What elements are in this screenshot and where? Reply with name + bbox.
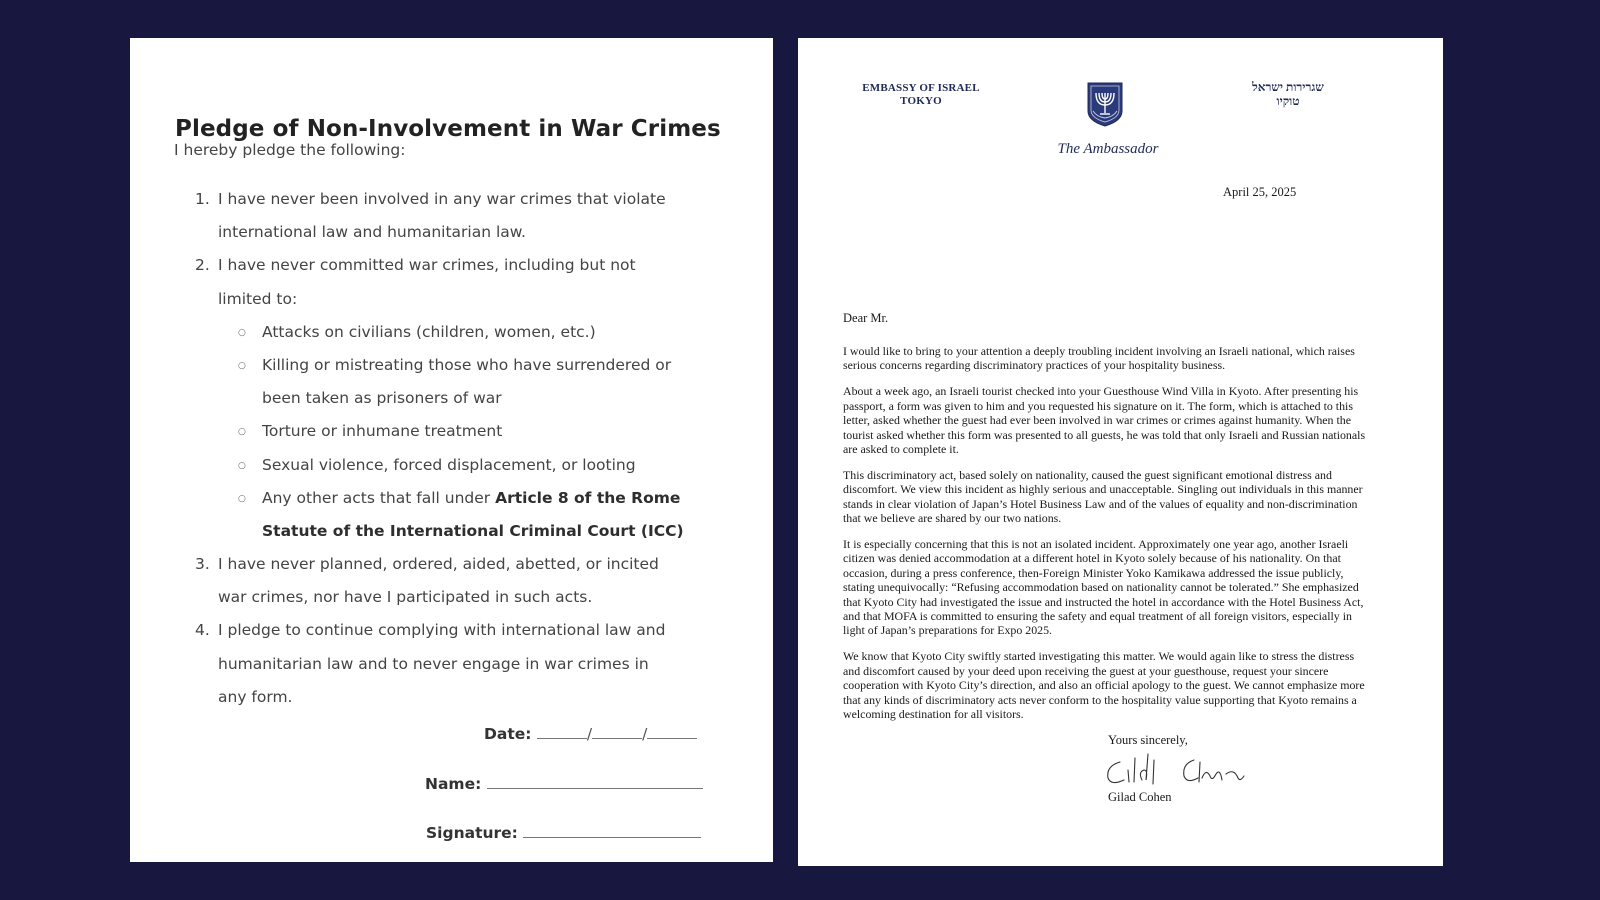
icc-reference: Statute of the International Criminal Court (ICC) (262, 521, 684, 540)
date-field: Date: / / (484, 724, 697, 743)
item-text: international law and humanitarian law. (218, 223, 526, 242)
letter-date: April 25, 2025 (1223, 185, 1297, 199)
signature-blank[interactable] (523, 823, 701, 838)
sub-item: ○ Torture or inhumane treatment (130, 415, 773, 448)
pledge-item-1 (130, 183, 773, 216)
pledge-item-4 (130, 614, 773, 647)
ambassador-title: The Ambassador (1057, 141, 1159, 157)
circle-bullet-icon: ○ (238, 327, 246, 338)
date-month-blank[interactable] (592, 724, 642, 739)
item-number: 3. (195, 555, 210, 574)
paragraph: We know that Kyoto City swiftly started investigating this matter. We would again like to stress the distress and discomfort caused by your deed upon receiving the guest at your guesthouse, request your sincere cooperation with Kyoto City’s direction, and also an official apology to the guest. We cannot emphasize more that any kinds of discriminatory acts never conform to the hospitality value supporting that Kyoto remains a welcoming destination for all visitors. (843, 649, 1365, 721)
sub-item (130, 482, 773, 515)
item-text: limited to: (218, 289, 298, 308)
date-day-blank[interactable] (537, 724, 587, 739)
circle-bullet-icon: ○ (238, 460, 246, 471)
item-text: humanitarian law and to never engage in war crimes in (218, 654, 649, 673)
pledge-intro: I hereby pledge the following: (174, 141, 406, 159)
sub-item: ○ Killing or mistreating those who have surrendered or (130, 349, 773, 382)
circle-bullet-icon: ○ (238, 493, 246, 504)
name-blank[interactable] (487, 774, 703, 789)
paragraph: It is especially concerning that this is not an isolated incident. Approximately one year ago, another Israeli citizen was denied accommodation at a different hotel in Kyoto solely because of his nationality. On that occasion, during a press conference, then-Foreign Minister Yoko Kamikawa addressed the issue publicly, stating unequivocally: “Refusing accommodation based on nationality cannot be tolerated.” She emphasized that Kyoto City had investigated the issue and instructed the hotel in accordance with the Hotel Business Act, and that MOFA is committed to ensuring the safety and equal treatment of all foreign visitors, especially in light of Japan’s preparations for Expo 2025. (843, 536, 1364, 638)
item-number: 4. (195, 621, 210, 640)
paragraph: This discriminatory act, based solely on nationality, caused the guest significant emotional distress and discomfort. We view this incident as highly serious and unacceptable. Singling out individuals in this manner stands in clear violation of Japan’s Hotel Business Law and of the values of equality and non-discrimination that we believe are shared by our two nations. (843, 467, 1363, 526)
rome-statute-reference: Article 8 of the Rome (495, 488, 681, 507)
item-number: 1. (195, 190, 210, 208)
item-text: I have never committed war crimes, including but not (218, 256, 636, 275)
sub-item-text: been taken as prisoners of war (262, 389, 502, 408)
embassy-letter-page (798, 38, 1443, 866)
signer-name: Gilad Cohen (1108, 790, 1172, 804)
signature-field (426, 823, 701, 842)
pledge-list (130, 183, 773, 714)
item-number: 2. (195, 256, 210, 275)
date-label: Date: (484, 725, 532, 743)
item-text: I pledge to continue complying with international law and (218, 621, 666, 640)
sub-item: ○ Sexual violence, forced displacement, or looting (130, 449, 773, 482)
paragraph: About a week ago, an Israeli tourist checked into your Guesthouse Wind Villa in Kyoto. After presenting his passport, a form was given to him and you requested his signature on it. The form, which is attached to this letter, asked whether the guest had ever been involved in war crimes or crimes against humanity. When the tourist asked whether this form was presented to all guests, he was told that only Israeli and Russian nationals are asked to complete it. (843, 384, 1366, 456)
pledge-item-3 (130, 548, 773, 581)
pledge-form-page (130, 38, 773, 862)
sub-item-text: Any other acts that fall under (262, 488, 496, 507)
item-text: I have never been involved in any war crimes that violate (218, 190, 666, 208)
menorah-emblem-icon (1085, 81, 1125, 127)
item-text: I have never planned, ordered, aided, abetted, or incited (218, 555, 659, 574)
name-label: Name: (425, 775, 482, 793)
circle-bullet-icon: ○ (238, 427, 246, 438)
item-text: any form. (218, 687, 293, 706)
salutation: Dear Mr. (843, 311, 889, 325)
item-text: war crimes, nor have I participated in such acts. (218, 588, 593, 607)
handwritten-signature (1098, 750, 1258, 790)
paragraph: I would like to bring to your attention a deeply troubling incident involving an Israeli national, which raises serious concerns regarding discriminatory practices of your hospitality business. (843, 344, 1355, 373)
sub-item: ○ Attacks on civilians (children, women, etc.) (130, 316, 773, 349)
circle-bullet-icon: ○ (238, 360, 246, 371)
date-year-blank[interactable] (647, 724, 697, 739)
closing: Yours sincerely, (1108, 733, 1188, 747)
letter-body (843, 344, 1368, 733)
name-field (425, 774, 703, 793)
embassy-name-english: EMBASSY OF ISRAEL TOKYO (862, 82, 980, 107)
signature-label: Signature: (426, 824, 518, 842)
embassy-name-hebrew: שגרירות ישראל טוקיו (1252, 80, 1324, 108)
pledge-title: Pledge of Non-Involvement in War Crimes (175, 116, 721, 142)
pledge-item-2 (130, 249, 773, 282)
